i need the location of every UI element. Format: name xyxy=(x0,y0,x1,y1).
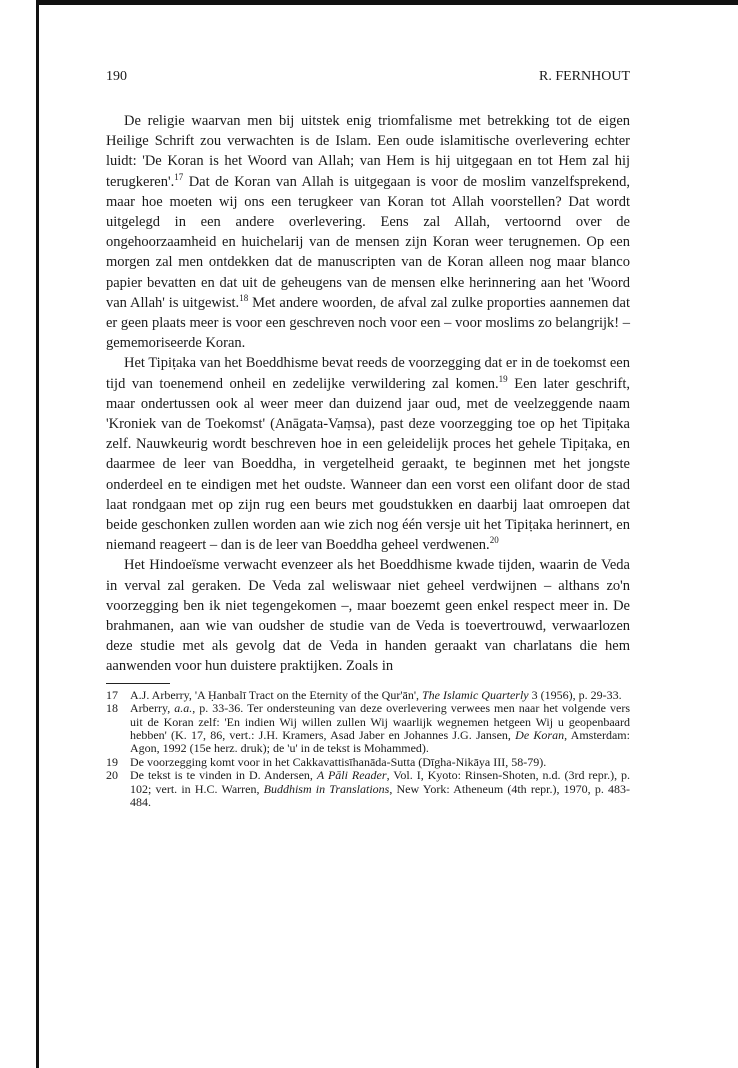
footnote-number: 18 xyxy=(106,701,118,716)
text-run: , p. 33-36. Ter ondersteuning van deze overlevering verwees men naar het volgende vers uit de Koran zelf: 'En indien Wij willen zullen Wij waarlijk wegnemen hetgeen Wij u geopenbaard hebben' (K. 17, 86, vert.: J.H. Kramers, Asad Jaber en Johannes J.G. Jansen, xyxy=(130,701,630,742)
footnote-text xyxy=(130,769,630,809)
footnote-ref: 20 xyxy=(489,535,499,546)
text-run: , Amsterdam: Agon, 1992 (15e herz. druk); de 'u' in de tekst is Mohammed). xyxy=(130,727,630,756)
footnote-ref: 19 xyxy=(498,373,508,384)
scan-border-top xyxy=(36,0,738,5)
text-run: Dat de Koran van Allah is uitgegaan is voor de moslim vanzelfsprekend, maar hoe moeten wij ons een terugkeer van Koran tot Allah voorstellen? Dat wordt uitgelegd in een andere overlevering. Eens zal Allah, vertoornd over de ongehoorzaamheid en huichelarij van de mensen zijn Koran weer terugnemen. Op een morgen zal men ontdekken dat de manuscripten van de Koran alleen nog maar blanco papier bevatten en dat uit de geheugens van de mensen elke herinnering aan het 'Woord van Allah' is uitgewist. xyxy=(106,173,630,311)
footnote-ref: 18 xyxy=(239,293,249,303)
body-text xyxy=(106,111,630,677)
footnote-number: 19 xyxy=(106,754,118,769)
footnote-17 xyxy=(106,689,630,702)
scan-border-left xyxy=(36,0,39,1068)
text-run: Een later geschrift, maar ondertussen ook al weer meer dan duizend jaar oud, met de veelzeggende naam 'Kroniek van de Toekomst' (Anāgata-Vaṃsa), past deze voorzegging toe op het Tipiṭaka zelf. Nauwkeurig wordt beschreven hoe in een geleidelijk proces het gehele Tipiṭaka, en daarmee de leer van Boeddha, in vergetelheid geraakt, te beginnen met het jongste onderdeel en te eindigen met het oudste. Wanneer dan een vorst een olifant door de stad laat rondgaan met op zijn rug een beurs met goudstukken en daarbij laat omroepen dat beide geschonken zullen worden aan wie zich nog één versje uit het Tipiṭaka herinnert, en niemand reageert – dan is de leer van Boeddha geheel verdwenen. xyxy=(106,375,630,554)
footnote-text xyxy=(130,756,630,769)
text-run: A.J. Arberry, 'A Ḥanbalī Tract on the Eternity of the Qur'ān', xyxy=(130,687,422,702)
italic-title: A Pāli Reader xyxy=(316,768,387,783)
paragraph-islam xyxy=(106,111,630,353)
text-run: , New York: Atheneum (4th repr.), 1970, p. 483-484. xyxy=(130,781,631,809)
italic-title: The Islamic Quarterly xyxy=(421,687,529,702)
footnote-19 xyxy=(106,756,630,769)
text-run: De voorzegging komt voor in het Cakkavattisīhanāda-Sutta (Dīgha-Nikāya III, 58-79). xyxy=(130,754,547,769)
author-name: R. FERNHOUT xyxy=(538,69,630,84)
footnote-rule xyxy=(106,683,170,684)
footnote-18 xyxy=(106,702,630,756)
italic-title: De Koran xyxy=(515,727,565,742)
footnotes xyxy=(106,689,630,810)
text-run: Arberry, xyxy=(130,701,175,716)
page-number: 190 xyxy=(106,69,127,84)
text-run: De tekst is te vinden in D. Andersen, xyxy=(130,768,317,783)
italic-title: a.a. xyxy=(174,701,193,716)
text-run: Het Tipiṭaka van het Boeddhisme bevat reeds de voorzegging dat er in de toekomst een tijd van toenemend onheil en zedelijke verwildering zal komen. xyxy=(106,355,630,392)
text-run: , Vol. I, Kyoto: Rinsen-Shoten, n.d. (3rd repr.), p. 102; vert. in H.C. Warren, xyxy=(130,768,631,796)
italic-title: Buddhism in Translations xyxy=(263,781,390,796)
text-run: Met andere woorden, de afval zal zulke proporties aannemen dat er geen plaats meer is voor een geschreven noch voor een – voor moslims zo belangrijk! – gememoriseerde Koran. xyxy=(106,294,630,352)
book-page xyxy=(106,68,630,809)
footnote-number: 20 xyxy=(106,768,118,783)
paragraph-buddhism xyxy=(106,353,630,555)
text-run: De religie waarvan men bij uitstek enig triomfalisme met betrekking tot de eigen Heilige Schrift zou verwachten is de Islam. Een oude islamitische overlevering echter luidt: 'De Koran is het Woord van Allah; van Hem is hij uitgegaan en tot Hem zal hij terugkeren'. xyxy=(106,113,630,190)
footnote-number: 17 xyxy=(106,687,118,702)
footnote-ref: 17 xyxy=(174,171,184,182)
text-run: Het Hindoeïsme verwacht evenzeer als het Boeddhisme kwade tijden, waarin de Veda in verval zal geraken. De Veda zal weliswaar niet geheel verdwijnen – althans zo'n voorzegging ben ik niet tegengekomen –, maar boezemt geen enkel respect meer in. De brahmanen, aan wie van oudsher de studie van de Veda is toevertrouwd, verwaarlozen deze studie met als gevolg dat de Veda in handen geraakt van charlatans die hem aanwenden voor hun duistere praktijken. Zoals in xyxy=(106,557,630,675)
footnote-20 xyxy=(106,769,630,809)
footnote-text xyxy=(130,689,630,702)
paragraph-hinduism xyxy=(106,555,630,676)
footnote-text xyxy=(130,702,630,756)
running-head xyxy=(106,68,630,86)
text-run: 3 (1956), p. 29-33. xyxy=(528,687,622,702)
